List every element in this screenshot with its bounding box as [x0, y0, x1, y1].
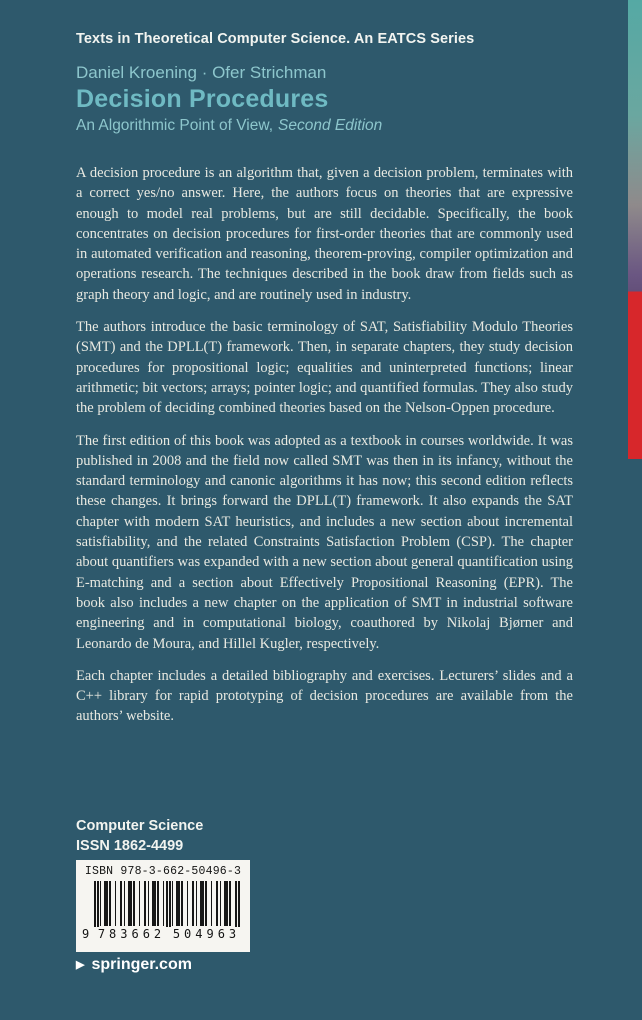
description-paragraph: The first edition of this book was adopted as a textbook in courses worldwide. It was published in 2008 and the field now called SMT was then in its infancy, without the standard terminology and canonic algorithms it has now; this second edition reflects these changes. It brings forward the DPLL(T) framework. It also expands the SAT chapter with modern SAT heuristics, and includes a new section about incremental satisfiability, and the related Constraints Satisfaction Problem (CSP). The chapter about quantifiers was expanded with a new section about general quantification using E-matching and a section about Effectively Propositional Reasoning (EPR). The book also includes a new chapter on the application of SMT in industrial software engineering and in computational biology, coauthored by Nikolaj Bjørner and Leonardo de Moura, and Hillel Kugler, respectively. [76, 432, 573, 652]
isbn-barcode [76, 860, 250, 952]
digit-group: 783662 [94, 927, 169, 941]
springer-arrow-icon: ▶ [76, 959, 85, 971]
barcode-bars [82, 881, 244, 943]
book-subtitle [76, 117, 382, 135]
description-paragraph: A decision procedure is an algorithm that, given a decision problem, terminates with a correct yes/no answer. Here, the authors focus on theories that are expressive enough to model real problems, but are still decidable. Specifically, the book concentrates on decision procedures for first-order theories that are commonly used in automated verification and reasoning, theorem-proving, compiler optimization and operations research. The techniques described in the book draw from fields such as graph theory and logic, and are routinely used in industry. [76, 165, 573, 303]
subtitle-text: An Algorithmic Point of View, [76, 117, 274, 134]
digit-group: 504963 [169, 927, 244, 941]
issn-label: ISSN 1862-4499 [76, 838, 184, 854]
book-description [76, 163, 573, 739]
digit-group: 9 [82, 927, 90, 941]
description-paragraph: The authors introduce the basic terminology of SAT, Satisfiability Modulo Theories (SMT) and the DPLL(T) framework. Then, in separate chapters, they study decision procedures for propositional logic; equalities and uninterpreted functions; linear arithmetic; bit vectors; arrays; pointer logic; and quantified formulas. They also study the problem of deciding combined theories based on the Nelson-Oppen procedure. [76, 319, 573, 417]
publisher-url: springer.com [91, 956, 192, 973]
authors-line: Daniel Kroening · Ofer Strichman [76, 63, 327, 82]
description-paragraph: Each chapter includes a detailed bibliography and exercises. Lecturers’ slides and a C++ library for rapid prototyping of decision procedures are available from the authors’ website. [76, 667, 573, 725]
book-title: Decision Procedures [76, 85, 329, 113]
barcode-digits [82, 926, 244, 941]
spine-color-strip [628, 0, 642, 459]
series-title: Texts in Theoretical Computer Science. An EATCS Series [76, 31, 475, 47]
edition-label: Second Edition [278, 117, 383, 134]
publisher-line [76, 956, 192, 974]
category-label: Computer Science [76, 818, 204, 834]
isbn-number: ISBN 978-3-662-50496-3 [84, 865, 242, 878]
